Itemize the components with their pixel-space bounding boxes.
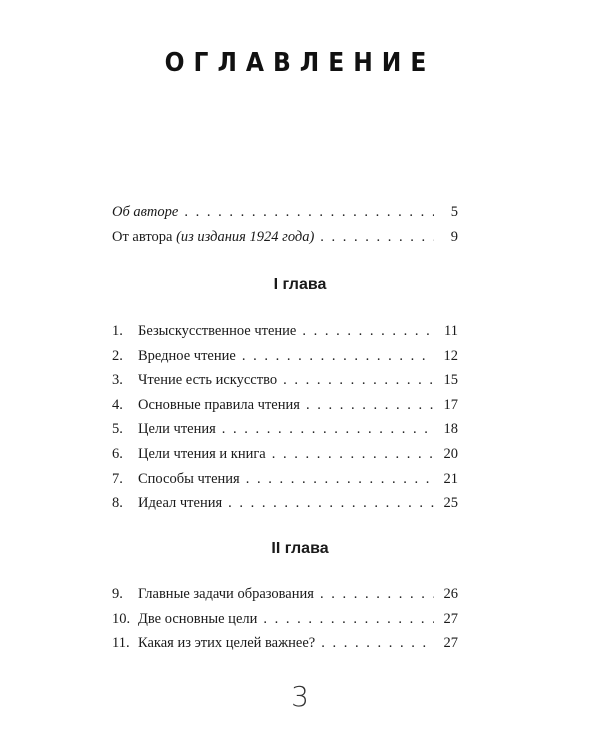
toc-entry [112, 495, 458, 517]
toc-entry-label: Чтение есть искусство [138, 372, 278, 389]
toc-entry-page: 20 [443, 446, 458, 462]
dot-leader [246, 471, 434, 488]
toc-entry-label: Безыскусственное чтение [138, 323, 297, 339]
toc-entry-page: 12 [443, 347, 458, 364]
toc-entry-number: 11. [112, 635, 130, 652]
toc-entry-about-author [112, 204, 458, 226]
chapter-1-heading: I глава [273, 276, 327, 293]
page-number: 3 [291, 680, 309, 713]
toc-entry-page: 21 [443, 470, 458, 487]
chapter-2-heading: II глава [271, 540, 329, 557]
toc-entry [112, 446, 458, 468]
toc-entry-number: 4. [112, 396, 123, 413]
toc-entry [112, 421, 458, 443]
toc-entry-author-preface [112, 229, 458, 251]
toc-entry-page: 25 [443, 495, 458, 512]
dot-leader [321, 635, 434, 652]
toc-entry-number: 8. [112, 495, 123, 512]
toc-entry-number: 5. [112, 421, 123, 438]
toc-entry-number: 1. [112, 323, 123, 339]
toc-entry [112, 372, 458, 394]
toc-entry-page: 27 [443, 610, 458, 627]
toc-entry-number: 3. [112, 372, 123, 389]
toc-entry-number: 2. [112, 347, 123, 364]
toc-entry-page: 9 [450, 229, 458, 245]
toc-entry [112, 586, 458, 608]
toc-entry-label: Главные задачи образования [138, 586, 314, 602]
toc-entry-number: 9. [112, 586, 123, 602]
toc-entry-number: 7. [112, 470, 123, 487]
toc-entry [112, 611, 458, 633]
toc-entry-page: 17 [443, 396, 458, 413]
toc-entry-label: Идеал чтения [138, 495, 223, 512]
dot-leader [228, 495, 434, 512]
toc-entry-label: Цели чтения и книга [138, 446, 266, 462]
toc-entry-label: Об авторе [112, 204, 179, 220]
dot-leader [306, 397, 434, 414]
toc-entry-label: Основные правила чтения [138, 396, 300, 413]
toc-entry [112, 397, 458, 419]
toc-entry-page: 15 [443, 372, 458, 389]
toc-entry [112, 471, 458, 493]
dot-leader [242, 348, 434, 365]
toc-entry-number: 10. [112, 610, 131, 627]
dot-leader [263, 611, 434, 628]
toc-entry-label: Две основные цели [138, 610, 258, 627]
toc-entry-page: 18 [443, 421, 458, 438]
toc-entry [112, 635, 458, 657]
dot-leader [283, 372, 434, 389]
toc-entry [112, 323, 458, 345]
toc-entry-label: Вредное чтение [138, 347, 236, 364]
toc-entry-page: 5 [450, 204, 458, 220]
toc-entry-page: 26 [443, 586, 458, 602]
toc-entry [112, 348, 458, 370]
toc-entry-label: Способы чтения [138, 470, 240, 487]
dot-leader [272, 446, 434, 463]
dot-leader [222, 421, 434, 438]
dot-leader [320, 229, 434, 246]
dot-leader [302, 323, 434, 340]
toc-entry-label: Какая из этих целей важнее? [138, 635, 316, 652]
toc-entry-label: Цели чтения [138, 421, 216, 438]
toc-entry-page: 11 [444, 323, 458, 339]
toc-entry-number: 6. [112, 446, 123, 462]
toc-entry-page: 27 [443, 635, 458, 652]
toc-entry-label: От автора (из издания 1924 года) [112, 229, 315, 245]
dot-leader [184, 204, 434, 221]
page-title: ОГЛАВЛЕНИЕ [164, 48, 436, 78]
dot-leader [320, 586, 434, 603]
